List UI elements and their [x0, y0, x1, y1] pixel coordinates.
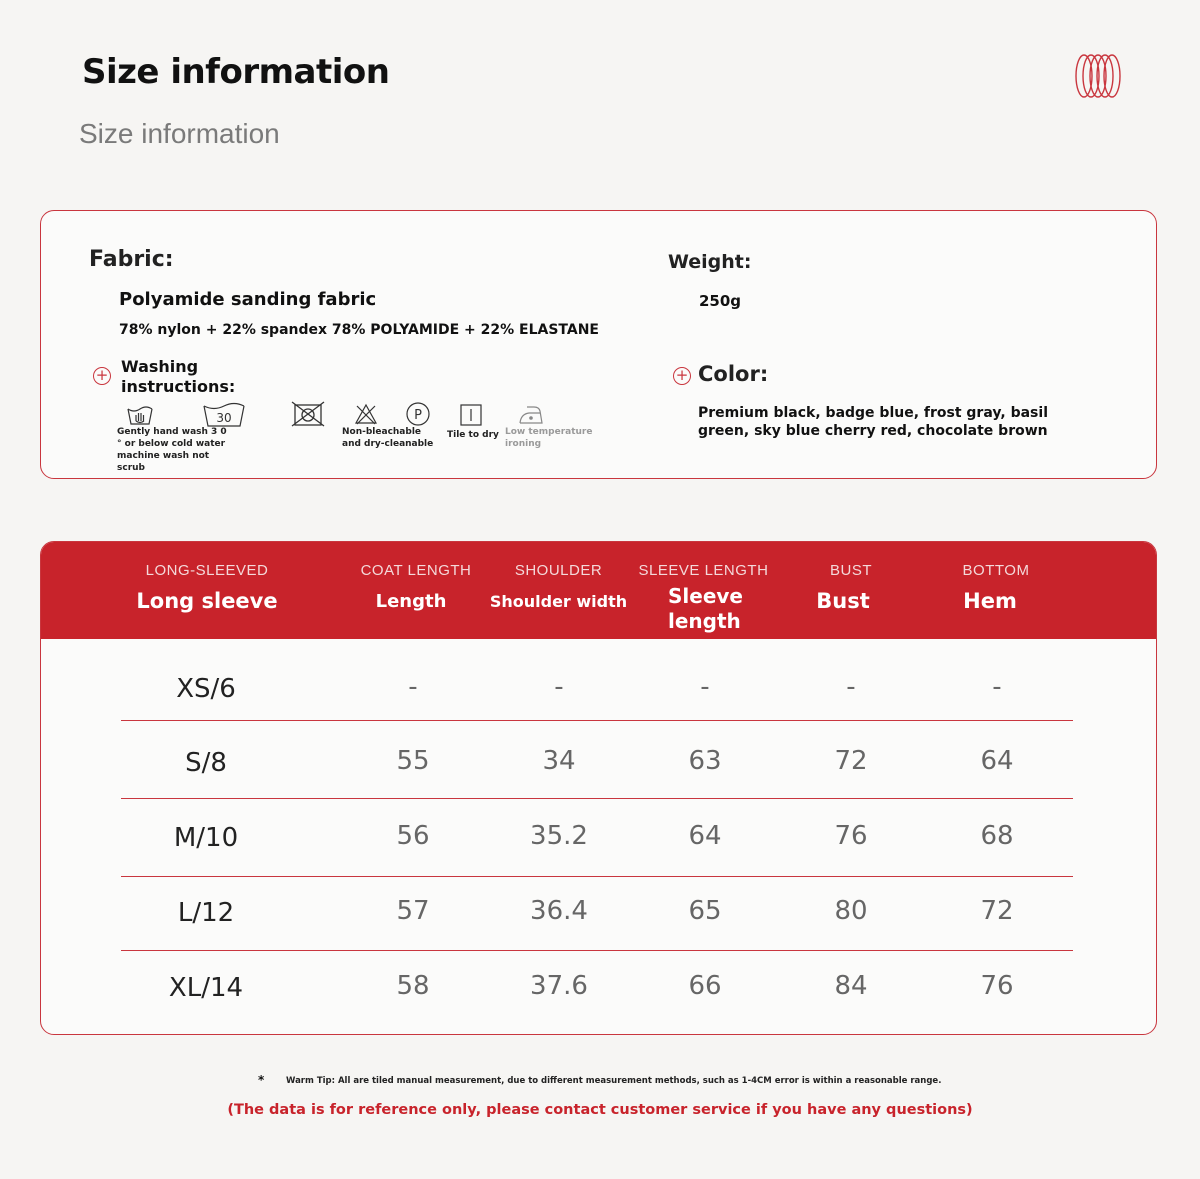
table-cell: 56 [396, 821, 430, 851]
table-cell: 76 [834, 821, 868, 851]
table-cell: - [554, 672, 564, 702]
table-cell: 34 [542, 746, 576, 776]
no-tumble-dry-icon [291, 401, 325, 427]
table-header [41, 542, 1156, 639]
table-cell: 55 [396, 746, 430, 776]
weight-value: 250g [699, 292, 742, 310]
row-divider [121, 798, 1073, 799]
fabric-name: Polyamide sanding fabric [119, 289, 377, 310]
washing-label: Washing instructions: [121, 357, 236, 396]
no-bleach-icon [354, 403, 378, 425]
page-title: Size information [82, 52, 390, 92]
wash-temperature: 30 [216, 411, 232, 425]
dry-clean-p-icon [405, 401, 431, 427]
column-label: Length [375, 591, 447, 612]
row-divider [121, 950, 1073, 951]
table-cell: 58 [396, 971, 430, 1001]
column-label: Shoulder width [489, 592, 628, 611]
table-cell: 65 [688, 896, 722, 926]
color-value: Premium black, badge blue, frost gray, basil green, sky blue cherry red, chocolate brown [698, 405, 1048, 439]
column-header-length [346, 542, 486, 639]
column-header-sleeve-length [631, 542, 776, 639]
weight-label: Weight: [668, 251, 752, 273]
care-label-iron: Low temperature ironing [505, 427, 593, 449]
table-cell: 84 [834, 971, 868, 1001]
care-label-hand-wash: Gently hand wash 3 0 ° or below cold water machine wash not scrub [117, 427, 227, 473]
table-cell: 64 [688, 821, 722, 851]
column-header-bust [781, 542, 921, 639]
column-en: LONG-SLEEVED [145, 562, 269, 579]
column-en: BOTTOM [962, 562, 1030, 579]
tip-star: * [258, 1073, 265, 1087]
size-cell: L/12 [177, 898, 235, 928]
fabric-label: Fabric: [89, 247, 174, 272]
column-header-sleeve [127, 542, 287, 639]
table-cell: 36.4 [530, 896, 588, 926]
size-cell: S/8 [185, 748, 227, 778]
rings-logo-icon [1072, 52, 1124, 100]
column-label: Long sleeve [136, 589, 278, 613]
warm-tip: Warm Tip: All are tiled manual measurement, due to different measurement methods, such as 1-4CM error is within a reasonable range. [286, 1076, 942, 1086]
size-cell: XS/6 [176, 674, 236, 704]
plus-circle-icon: + [673, 367, 691, 385]
column-en: SLEEVE LENGTH [638, 562, 769, 579]
table-cell: 37.6 [530, 971, 588, 1001]
care-label-tile-dry: Tile to dry [447, 430, 499, 440]
size-table [40, 541, 1157, 1035]
dry-clean-letter: P [414, 408, 422, 423]
column-en: SHOULDER [514, 562, 603, 579]
table-cell: - [846, 672, 856, 702]
table-cell: 66 [688, 971, 722, 1001]
tile-dry-icon [459, 403, 483, 427]
column-header-hem [926, 542, 1066, 639]
size-cell: XL/14 [168, 973, 244, 1003]
column-label: Sleeve length [668, 584, 743, 633]
row-divider [121, 720, 1073, 721]
table-cell: 35.2 [530, 821, 588, 851]
table-cell: - [408, 672, 418, 702]
care-label-bleach: Non-bleachable and dry-cleanable [342, 427, 434, 449]
hand-wash-icon [127, 404, 153, 426]
table-cell: 76 [980, 971, 1014, 1001]
column-header-shoulder [486, 542, 631, 639]
reference-note: (The data is for reference only, please contact customer service if you have any questions) [227, 1102, 973, 1118]
color-label: Color: [698, 362, 769, 386]
page-subtitle: Size information [79, 118, 280, 149]
column-en: BUST [829, 562, 872, 579]
table-cell: 72 [834, 746, 868, 776]
low-iron-icon [517, 402, 545, 426]
table-cell: - [700, 672, 710, 702]
column-label: Hem [963, 589, 1017, 613]
table-cell: 57 [396, 896, 430, 926]
fabric-composition: 78% nylon + 22% spandex 78% POLYAMIDE + 22% ELASTANE [119, 322, 599, 338]
plus-circle-icon: + [93, 367, 111, 385]
column-en: COAT LENGTH [360, 562, 472, 579]
wash-30-icon [203, 401, 245, 427]
row-divider [121, 876, 1073, 877]
table-cell: - [992, 672, 1002, 702]
table-cell: 80 [834, 896, 868, 926]
table-cell: 64 [980, 746, 1014, 776]
size-cell: M/10 [173, 823, 239, 853]
table-cell: 72 [980, 896, 1014, 926]
column-label: Bust [816, 589, 870, 613]
table-cell: 63 [688, 746, 722, 776]
table-cell: 68 [980, 821, 1014, 851]
